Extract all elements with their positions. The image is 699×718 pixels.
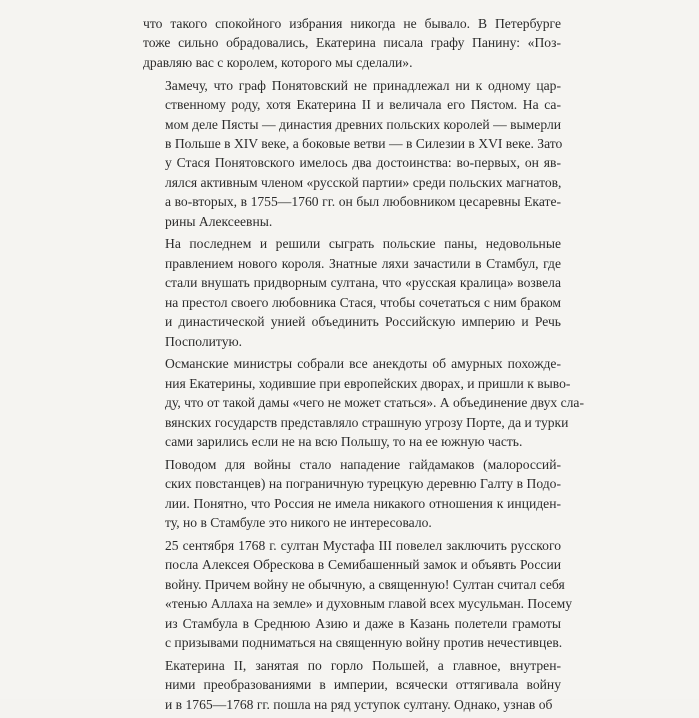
- text-line: Посполитую.: [165, 333, 243, 349]
- text-line: Поводом для войны стало нападение гайдамаков (малороссий-: [165, 456, 561, 472]
- text-line: «тенью Аллаха на земле» и духовным главой всех мусульман. Посему: [165, 596, 573, 612]
- text-line: ними преобразованиями в империи, всячески оттягивала войну: [165, 677, 561, 693]
- text-line: сами зарились если не на всю Польшу, то на ее южную часть.: [165, 434, 523, 450]
- paragraph: [143, 14, 561, 72]
- text-line: из Стамбула в Среднюю Азию и даже в Казань полетели грамоты: [165, 615, 561, 631]
- text-line: рины Алексеевны.: [165, 213, 273, 229]
- text-line: ских повстанцев) на пограничную турецкую деревню Галту в Подо-: [165, 476, 561, 492]
- text-line: Османские министры собрали все анекдоты об амурных похожде-: [165, 356, 561, 372]
- paragraph: [143, 76, 561, 231]
- text-line: мом деле Пясты — династия древних польских королей — вымерли: [165, 116, 561, 132]
- text-line: а во-вторых, в 1755—1760 гг. он был любовником цесаревны Екате-: [165, 194, 561, 210]
- paragraph: [143, 234, 561, 350]
- paragraph: [143, 354, 584, 451]
- text-line: лялся активным членом «русской партии» среди польских магнатов,: [165, 174, 562, 190]
- text-line: На последнем и решили сыграть польские паны, недовольные: [165, 236, 561, 252]
- text-line: посла Алексея Обрескова в Семибашенный замок и объявть России: [165, 557, 561, 573]
- text-line: войну. Причем войну не обычную, а священную! Султан считал себя: [165, 576, 565, 592]
- text-line: что такого спокойного избрания никогда не бывало. В Петербурге: [143, 16, 561, 31]
- paragraph: [143, 656, 561, 714]
- page-text: [143, 14, 584, 718]
- text-line: ту, но в Стамбуле это никого не интересовало.: [165, 515, 432, 531]
- text-line: на престол своего любовника Стася, чтобы сочетаться с ним браком: [165, 294, 561, 310]
- text-line: с призывами подниматься на священную войну против нечестивцев.: [165, 635, 563, 651]
- text-line: правлением нового короля. Знатные ляхи зачастили в Стамбул, где: [165, 255, 561, 271]
- text-line: стали внушать придворным султана, что «русская кралица» возвела: [165, 275, 561, 291]
- text-line: и династической унией объединить Российскую империю и Речь: [165, 314, 561, 330]
- text-line: и в 1765—1768 гг. пошла на ряд уступок султану. Однако, узнав об: [165, 696, 553, 712]
- text-line: ду, что от такой дамы «чего не может статься». А объединение двух сла-: [165, 395, 584, 411]
- text-line: у Стася Понятовского имелось два достоинства: во-первых, он яв-: [165, 155, 561, 171]
- paragraph: [143, 536, 573, 652]
- text-line: ственному роду, хотя Екатерина II и величала его Пястом. На са-: [165, 97, 561, 113]
- text-line: вянских государств представляло страшную угрозу Порте, да и турки: [165, 414, 569, 430]
- text-line: тоже сильно обрадовались, Екатерина писала графу Панину: «Поз-: [143, 35, 561, 51]
- text-line: в Польше в XIV веке, а боковые ветви — в Силезии в XVI веке. Зато: [165, 135, 563, 151]
- text-line: Екатерина II, занятая по горло Польшей, а главное, внутрен-: [165, 658, 561, 673]
- text-line: лии. Понятно, что Россия не имела никакого отношения к инциден-: [165, 495, 561, 511]
- paragraph: [143, 455, 561, 533]
- text-line: ния Екатерины, ходившие при европейских дворах, и пришли к выво-: [165, 375, 571, 391]
- text-line: дравляю вас с королем, которого мы сделали».: [143, 54, 413, 70]
- text-line: 25 сентября 1768 г. султан Мустафа III повелел заключить русского: [165, 538, 561, 554]
- text-line: Замечу, что граф Понятовский не принадлежал ни к одному цар-: [165, 77, 561, 93]
